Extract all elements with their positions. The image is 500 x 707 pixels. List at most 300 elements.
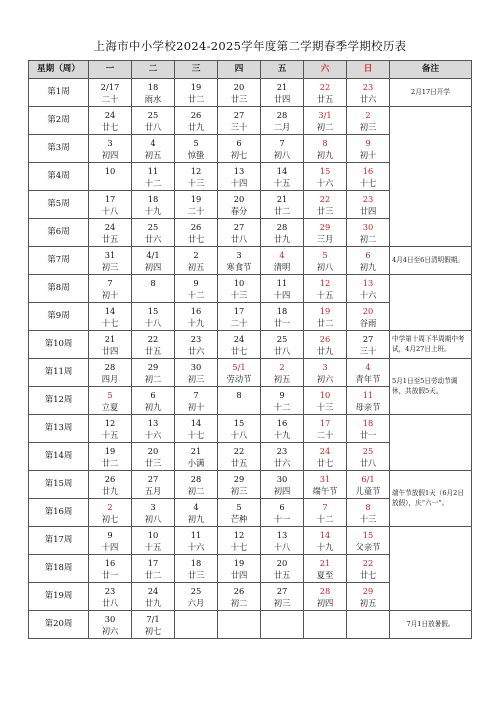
lunar-cell: 初九	[304, 149, 347, 163]
lunar-cell: 初二	[304, 121, 347, 135]
lunar-cell	[132, 289, 175, 303]
lunar-cell: 十四	[261, 289, 304, 303]
date-cell: 3	[89, 135, 132, 149]
lunar-cell: 十二	[261, 401, 304, 415]
date-cell: 13	[132, 415, 175, 429]
date-cell: 25	[132, 107, 175, 121]
lunar-cell: 十六	[132, 429, 175, 443]
lunar-cell: 十八	[261, 541, 304, 555]
week-label: 第18周	[29, 555, 89, 583]
date-cell: 22	[304, 79, 347, 93]
lunar-cell: 寒食节	[218, 261, 261, 275]
date-cell: 23	[347, 79, 390, 93]
lunar-cell: 廿五	[304, 93, 347, 107]
week-label: 第13周	[29, 415, 89, 443]
lunar-cell: 立夏	[89, 401, 132, 415]
week-label: 第5周	[29, 191, 89, 219]
date-cell: 28	[261, 107, 304, 121]
lunar-cell: 廿七	[347, 569, 390, 583]
date-cell: 18	[261, 303, 304, 317]
date-cell: 30	[261, 471, 304, 485]
week-row	[29, 79, 472, 93]
date-cell: 15	[304, 163, 347, 177]
calendar-body	[29, 79, 472, 639]
week-row	[29, 275, 472, 289]
lunar-cell: 十三	[218, 289, 261, 303]
lunar-cell: 初十	[89, 289, 132, 303]
lunar-cell: 十九	[261, 429, 304, 443]
date-cell: 20	[347, 303, 390, 317]
lunar-cell: 初十	[175, 401, 218, 415]
date-cell: 24	[89, 107, 132, 121]
lunar-cell: 廿七	[175, 233, 218, 247]
lunar-cell: 初五	[132, 149, 175, 163]
header-tue: 二	[132, 61, 175, 79]
lunar-cell: 初八	[132, 513, 175, 527]
lunar-cell: 端午节	[304, 485, 347, 499]
header-wed: 三	[175, 61, 218, 79]
date-cell: 15	[218, 415, 261, 429]
week-row	[29, 331, 472, 345]
date-cell: 3	[132, 499, 175, 513]
note-w7: 4月4日至6日清明假期。	[390, 247, 472, 275]
date-cell: 10	[304, 387, 347, 401]
date-cell: 26	[89, 471, 132, 485]
lunar-cell: 三十	[347, 345, 390, 359]
week-label: 第9周	[29, 303, 89, 331]
date-cell: 26	[175, 219, 218, 233]
date-cell: 6/1	[347, 471, 390, 485]
date-cell: 12	[304, 275, 347, 289]
lunar-cell: 六月	[175, 597, 218, 611]
week-label: 第16周	[29, 499, 89, 527]
lunar-cell: 初九	[347, 261, 390, 275]
date-cell: 24	[132, 583, 175, 597]
lunar-cell: 初三	[261, 597, 304, 611]
date-cell: 11	[261, 275, 304, 289]
date-cell: 6	[347, 247, 390, 261]
note-empty	[390, 275, 472, 331]
note-w1: 2月17日开学	[390, 79, 472, 107]
date-cell: 24	[218, 331, 261, 345]
date-cell: 2	[175, 247, 218, 261]
date-cell: 11	[175, 527, 218, 541]
lunar-cell	[89, 177, 132, 191]
lunar-cell: 十八	[132, 317, 175, 331]
lunar-cell: 十三	[175, 177, 218, 191]
lunar-cell: 廿二	[304, 317, 347, 331]
date-cell: 14	[304, 527, 347, 541]
lunar-cell: 初七	[132, 625, 175, 639]
week-row	[29, 471, 472, 485]
header-notes: 备注	[390, 61, 472, 79]
date-cell: 9	[89, 527, 132, 541]
lunar-cell: 二月	[261, 121, 304, 135]
lunar-cell: 十六	[304, 177, 347, 191]
date-cell: 5	[218, 499, 261, 513]
week-label: 第20周	[29, 611, 89, 639]
lunar-cell: 廿六	[175, 345, 218, 359]
lunar-cell: 夏至	[304, 569, 347, 583]
date-cell: 25	[132, 219, 175, 233]
lunar-cell	[175, 625, 218, 639]
lunar-cell: 十二	[175, 289, 218, 303]
date-cell	[175, 611, 218, 625]
lunar-cell: 十七	[89, 317, 132, 331]
date-cell: 28	[89, 359, 132, 373]
header-mon: 一	[89, 61, 132, 79]
lunar-cell: 廿九	[304, 345, 347, 359]
week-label: 第14周	[29, 443, 89, 471]
date-cell: 27	[218, 107, 261, 121]
lunar-cell: 初六	[89, 625, 132, 639]
lunar-cell: 廿七	[304, 457, 347, 471]
lunar-cell: 廿二	[89, 457, 132, 471]
lunar-cell: 初四	[132, 261, 175, 275]
lunar-cell: 廿七	[89, 121, 132, 135]
date-cell	[347, 611, 390, 625]
date-cell: 18	[347, 415, 390, 429]
date-cell: 5	[304, 247, 347, 261]
date-cell: 21	[175, 443, 218, 457]
date-cell: 21	[304, 555, 347, 569]
date-cell: 8	[218, 387, 261, 401]
lunar-cell: 廿六	[347, 93, 390, 107]
week-label: 第12周	[29, 387, 89, 415]
date-cell: 18	[175, 555, 218, 569]
lunar-cell: 五月	[132, 485, 175, 499]
date-cell: 17	[218, 303, 261, 317]
week-label: 第1周	[29, 79, 89, 107]
lunar-cell: 廿七	[218, 345, 261, 359]
date-cell: 25	[261, 331, 304, 345]
lunar-cell: 廿五	[261, 569, 304, 583]
lunar-cell: 小满	[175, 457, 218, 471]
date-cell: 29	[218, 471, 261, 485]
week-row	[29, 247, 472, 261]
date-cell: 19	[89, 443, 132, 457]
lunar-cell: 初二	[175, 485, 218, 499]
date-cell: 31	[304, 471, 347, 485]
date-cell: 2	[89, 499, 132, 513]
page-title: 上海市中小学校2024-2025学年度第二学期春季学期校历表	[93, 39, 407, 53]
lunar-cell: 清明	[261, 261, 304, 275]
date-cell: 8	[304, 135, 347, 149]
week-label: 第15周	[29, 471, 89, 499]
lunar-cell: 廿二	[132, 569, 175, 583]
lunar-cell	[304, 625, 347, 639]
date-cell: 21	[261, 191, 304, 205]
week-row	[29, 359, 472, 373]
note-w10: 中学第十周下半周期中考试，4月27日上班。	[390, 331, 472, 359]
lunar-cell: 十七	[218, 541, 261, 555]
week-label: 第6周	[29, 219, 89, 247]
date-cell: 30	[347, 219, 390, 233]
date-cell	[304, 611, 347, 625]
lunar-cell: 十三	[304, 401, 347, 415]
date-cell: 8	[347, 499, 390, 513]
date-cell: 28	[175, 471, 218, 485]
date-cell: 28	[304, 583, 347, 597]
date-cell: 12	[175, 163, 218, 177]
date-cell: 7	[304, 499, 347, 513]
lunar-cell: 初二	[132, 373, 175, 387]
lunar-cell: 十二	[304, 513, 347, 527]
lunar-cell: 二十	[89, 93, 132, 107]
date-cell: 27	[132, 471, 175, 485]
lunar-cell: 廿三	[218, 93, 261, 107]
lunar-cell: 廿二	[261, 205, 304, 219]
date-cell: 19	[218, 555, 261, 569]
date-cell: 16	[347, 163, 390, 177]
week-row	[29, 611, 472, 625]
lunar-cell: 十八	[218, 429, 261, 443]
lunar-cell	[261, 625, 304, 639]
note-w11: 5月1日至5日劳动节调休，共放假5天。	[390, 359, 472, 415]
date-cell: 4	[132, 135, 175, 149]
lunar-cell: 初三	[218, 485, 261, 499]
lunar-cell: 初九	[132, 401, 175, 415]
lunar-cell: 初六	[304, 373, 347, 387]
date-cell: 23	[261, 443, 304, 457]
school-calendar-table	[28, 60, 472, 639]
date-cell: 22	[347, 555, 390, 569]
lunar-cell: 廿三	[132, 457, 175, 471]
week-label: 第17周	[29, 527, 89, 555]
lunar-cell: 初七	[89, 513, 132, 527]
date-cell: 22	[218, 443, 261, 457]
week-label: 第3周	[29, 135, 89, 163]
date-cell	[218, 611, 261, 625]
week-label: 第19周	[29, 583, 89, 611]
date-cell: 29	[304, 219, 347, 233]
lunar-cell: 十七	[347, 177, 390, 191]
lunar-cell: 十九	[132, 205, 175, 219]
date-cell: 19	[304, 303, 347, 317]
date-cell: 19	[175, 191, 218, 205]
date-cell: 9	[261, 387, 304, 401]
date-cell: 3	[218, 247, 261, 261]
lunar-cell: 廿九	[175, 121, 218, 135]
date-cell: 19	[175, 79, 218, 93]
date-cell: 10	[132, 527, 175, 541]
lunar-cell: 十九	[304, 541, 347, 555]
date-cell: 12	[89, 415, 132, 429]
lunar-cell	[218, 625, 261, 639]
lunar-cell: 廿九	[261, 233, 304, 247]
date-cell: 21	[261, 79, 304, 93]
lunar-cell: 廿四	[89, 345, 132, 359]
date-cell: 5	[89, 387, 132, 401]
lunar-cell: 十二	[132, 177, 175, 191]
lunar-cell: 廿三	[175, 569, 218, 583]
lunar-cell: 初八	[304, 261, 347, 275]
lunar-cell: 二十	[175, 205, 218, 219]
date-cell: 14	[261, 163, 304, 177]
date-cell: 29	[132, 359, 175, 373]
lunar-cell: 初四	[89, 149, 132, 163]
date-cell: 17	[304, 415, 347, 429]
week-row	[29, 415, 472, 429]
date-cell: 2	[347, 107, 390, 121]
lunar-cell: 廿二	[175, 93, 218, 107]
lunar-cell: 廿八	[218, 233, 261, 247]
header-row	[29, 61, 472, 79]
date-cell: 22	[304, 191, 347, 205]
date-cell: 7/1	[132, 611, 175, 625]
date-cell: 25	[347, 443, 390, 457]
date-cell: 20	[132, 443, 175, 457]
date-cell: 6	[261, 499, 304, 513]
date-cell: 22	[132, 331, 175, 345]
date-cell: 7	[89, 275, 132, 289]
date-cell: 17	[89, 191, 132, 205]
date-cell: 25	[175, 583, 218, 597]
header-sun: 日	[347, 61, 390, 79]
date-cell: 20	[218, 191, 261, 205]
date-cell: 10	[218, 275, 261, 289]
date-cell: 30	[89, 611, 132, 625]
date-cell: 20	[218, 79, 261, 93]
lunar-cell: 十四	[218, 177, 261, 191]
date-cell: 6	[218, 135, 261, 149]
date-cell: 2/17	[89, 79, 132, 93]
lunar-cell: 父亲节	[347, 541, 390, 555]
date-cell: 26	[304, 331, 347, 345]
date-cell: 31	[89, 247, 132, 261]
lunar-cell: 三月	[304, 233, 347, 247]
date-cell: 4	[175, 499, 218, 513]
date-cell: 26	[175, 107, 218, 121]
lunar-cell: 劳动节	[218, 373, 261, 387]
date-cell: 28	[261, 219, 304, 233]
lunar-cell: 春分	[218, 205, 261, 219]
date-cell: 13	[261, 527, 304, 541]
note-empty	[390, 527, 472, 611]
date-cell: 4/1	[132, 247, 175, 261]
date-cell: 24	[89, 219, 132, 233]
date-cell: 3	[304, 359, 347, 373]
lunar-cell: 廿六	[132, 233, 175, 247]
lunar-cell: 芒种	[218, 513, 261, 527]
header-week: 星期（周）	[29, 61, 89, 79]
lunar-cell: 初五	[175, 261, 218, 275]
date-cell	[261, 611, 304, 625]
date-cell: 15	[347, 527, 390, 541]
lunar-cell: 青年节	[347, 373, 390, 387]
header-sat: 六	[304, 61, 347, 79]
lunar-cell: 廿五	[132, 345, 175, 359]
date-cell: 2	[261, 359, 304, 373]
lunar-cell: 初五	[347, 597, 390, 611]
lunar-cell: 初九	[175, 513, 218, 527]
date-cell: 14	[89, 303, 132, 317]
lunar-cell	[347, 625, 390, 639]
lunar-cell: 廿八	[132, 121, 175, 135]
lunar-cell: 廿一	[347, 429, 390, 443]
date-cell: 24	[304, 443, 347, 457]
date-cell: 27	[261, 583, 304, 597]
date-cell: 8	[132, 275, 175, 289]
week-label: 第4周	[29, 163, 89, 191]
date-cell: 3/1	[304, 107, 347, 121]
date-cell: 13	[218, 163, 261, 177]
lunar-cell: 廿四	[261, 93, 304, 107]
date-cell: 11	[132, 163, 175, 177]
date-cell: 5/1	[218, 359, 261, 373]
note-empty	[390, 415, 472, 471]
date-cell: 27	[347, 331, 390, 345]
lunar-cell: 廿九	[132, 597, 175, 611]
date-cell: 11	[347, 387, 390, 401]
date-cell: 10	[89, 163, 132, 177]
date-cell: 5	[175, 135, 218, 149]
lunar-cell: 初八	[261, 149, 304, 163]
note-w15: 端午节放假1天（6月2日放假），庆“六一”。	[390, 471, 472, 527]
lunar-cell: 初七	[218, 149, 261, 163]
lunar-cell: 十六	[175, 541, 218, 555]
lunar-cell: 四月	[89, 373, 132, 387]
date-cell: 23	[89, 583, 132, 597]
lunar-cell: 初四	[261, 485, 304, 499]
lunar-cell: 廿一	[261, 317, 304, 331]
lunar-cell: 初五	[261, 373, 304, 387]
date-cell: 16	[89, 555, 132, 569]
lunar-cell: 廿四	[347, 205, 390, 219]
week-label: 第2周	[29, 107, 89, 135]
lunar-cell: 廿六	[261, 457, 304, 471]
lunar-cell: 十五	[304, 289, 347, 303]
lunar-cell: 三十	[218, 121, 261, 135]
lunar-cell: 廿八	[89, 597, 132, 611]
lunar-cell	[218, 401, 261, 415]
week-label: 第8周	[29, 275, 89, 303]
date-cell: 16	[175, 303, 218, 317]
date-cell: 15	[132, 303, 175, 317]
lunar-cell: 初二	[218, 597, 261, 611]
date-cell: 9	[347, 135, 390, 149]
lunar-cell: 十三	[347, 513, 390, 527]
date-cell: 6	[132, 387, 175, 401]
date-cell: 30	[175, 359, 218, 373]
date-cell: 27	[218, 219, 261, 233]
date-cell: 23	[347, 191, 390, 205]
lunar-cell: 十五	[132, 541, 175, 555]
date-cell: 4	[347, 359, 390, 373]
date-cell: 7	[175, 387, 218, 401]
date-cell: 21	[89, 331, 132, 345]
lunar-cell: 廿四	[218, 569, 261, 583]
lunar-cell: 廿五	[218, 457, 261, 471]
header-fri: 五	[261, 61, 304, 79]
week-label: 第11周	[29, 359, 89, 387]
date-cell: 29	[347, 583, 390, 597]
lunar-cell: 母亲节	[347, 401, 390, 415]
lunar-cell: 初二	[347, 233, 390, 247]
note-empty	[390, 107, 472, 247]
lunar-cell: 初三	[89, 261, 132, 275]
week-label: 第10周	[29, 331, 89, 359]
date-cell: 20	[261, 555, 304, 569]
header-thu: 四	[218, 61, 261, 79]
date-cell: 14	[175, 415, 218, 429]
lunar-cell: 初十	[347, 149, 390, 163]
lunar-cell: 十七	[175, 429, 218, 443]
date-cell: 18	[132, 191, 175, 205]
lunar-cell: 雨水	[132, 93, 175, 107]
lunar-cell: 十四	[89, 541, 132, 555]
date-cell: 18	[132, 79, 175, 93]
